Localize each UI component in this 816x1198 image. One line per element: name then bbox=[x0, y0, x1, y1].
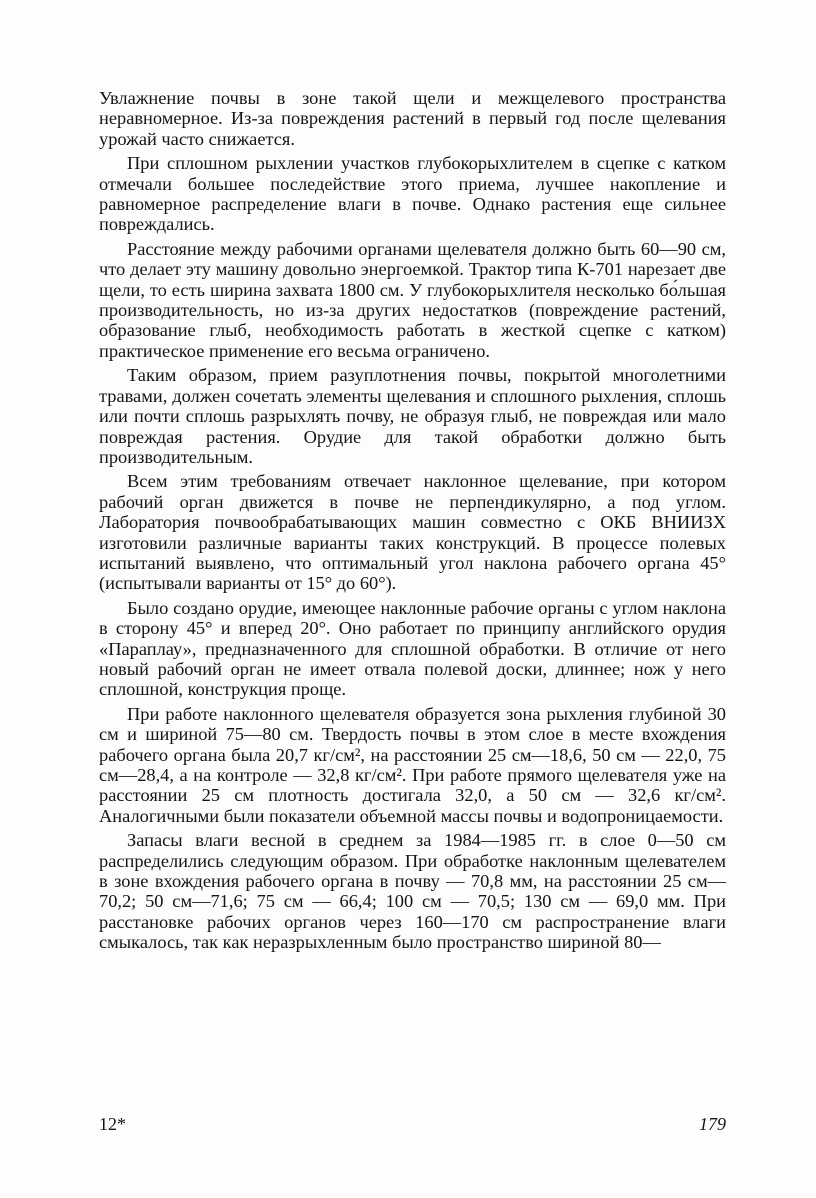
page-number: 179 bbox=[699, 1114, 726, 1134]
paragraph-3: Расстояние между рабочими органами щелевателя должно быть 60—90 см, что делает эту машину довольно энергоемкой. Трактор типа К-701 нарезает две щели, то есть ширина захвата 1800 см. У глубокорыхлителя несколько бо́льшая производительность, но из-за других недостатков (повреждение растений, образование глыб, необходимость работать в жесткой сцепке с катком) практическое применение его весьма ограничено. bbox=[99, 238, 726, 361]
paragraph-1: Увлажнение почвы в зоне такой щели и межщелевого пространства неравномерное. Из-за повреждения растений в первый год после щелевания урожай часто снижается. bbox=[99, 88, 726, 149]
paragraph-4: Таким образом, прием разуплотнения почвы, покрытой многолетними травами, должен сочетать элементы щелевания и сплошного рыхления, сплошь или почти сплошь разрыхлять почву, не образуя глыб, не повреждая или мало повреждая растения. Орудие для такой обработки должно быть производительным. bbox=[99, 365, 726, 467]
paragraph-2: При сплошном рыхлении участков глубокорыхлителем в сцепке с катком отмечали большее последействие этого приема, лучшее накопление и равномерное распределение влаги в почве. Однако растения еще сильнее повреждались. bbox=[99, 153, 726, 235]
paragraph-5: Всем этим требованиям отвечает наклонное щелевание, при котором рабочий орган движется в почве не перпендикулярно, а под углом. Лаборатория почвообрабатывающих машин совместно с ОКБ ВНИИЗХ изготовили различные варианты таких конструкций. В процессе полевых испытаний выявлено, что оптимальный угол наклона рабочего органа 45° (испытывали варианты от 15° до 60°). bbox=[99, 471, 726, 594]
body-text bbox=[99, 88, 726, 957]
paragraph-6: Было создано орудие, имеющее наклонные рабочие органы с углом наклона в сторону 45° и вперед 20°. Оно работает по принципу английского орудия «Параплау», предназначенного для сплошной обработки. В отличие от него новый рабочий орган не имеет отвала полевой доски, длиннее; нож у него сплошной, конструкция проще. bbox=[99, 597, 726, 700]
paragraph-8: Запасы влаги весной в среднем за 1984—1985 гг. в слое 0—50 см распределились следующим образом. При обработке наклонным щелевателем в зоне вхождения рабочего органа в почву — 70,8 мм, на расстоянии 25 см—70,2; 50 см—71,6; 75 см — 66,4; 100 см — 70,5; 130 см — 69,0 мм. При расстановке рабочих органов через 160—170 см распространение влаги смыкалось, так как неразрыхленным было пространство шириной 80— bbox=[99, 830, 726, 953]
signature-mark: 12* bbox=[99, 1114, 126, 1134]
page-footer bbox=[99, 1114, 726, 1138]
paragraph-7: При работе наклонного щелевателя образуется зона рыхления глубиной 30 см и шириной 75—80 см. Твердость почвы в этом слое в месте вхождения рабочего органа была 20,7 кг/см², на расстоянии 25 см—18,6, 50 см — 22,0, 75 см—28,4, а на контроле — 32,8 кг/см². При работе прямого щелевателя уже на расстоянии 25 см плотность достигала 32,0, а 50 см — 32,6 кг/см². Аналогичными были показатели объемной массы почвы и водопроницаемости. bbox=[99, 703, 726, 826]
